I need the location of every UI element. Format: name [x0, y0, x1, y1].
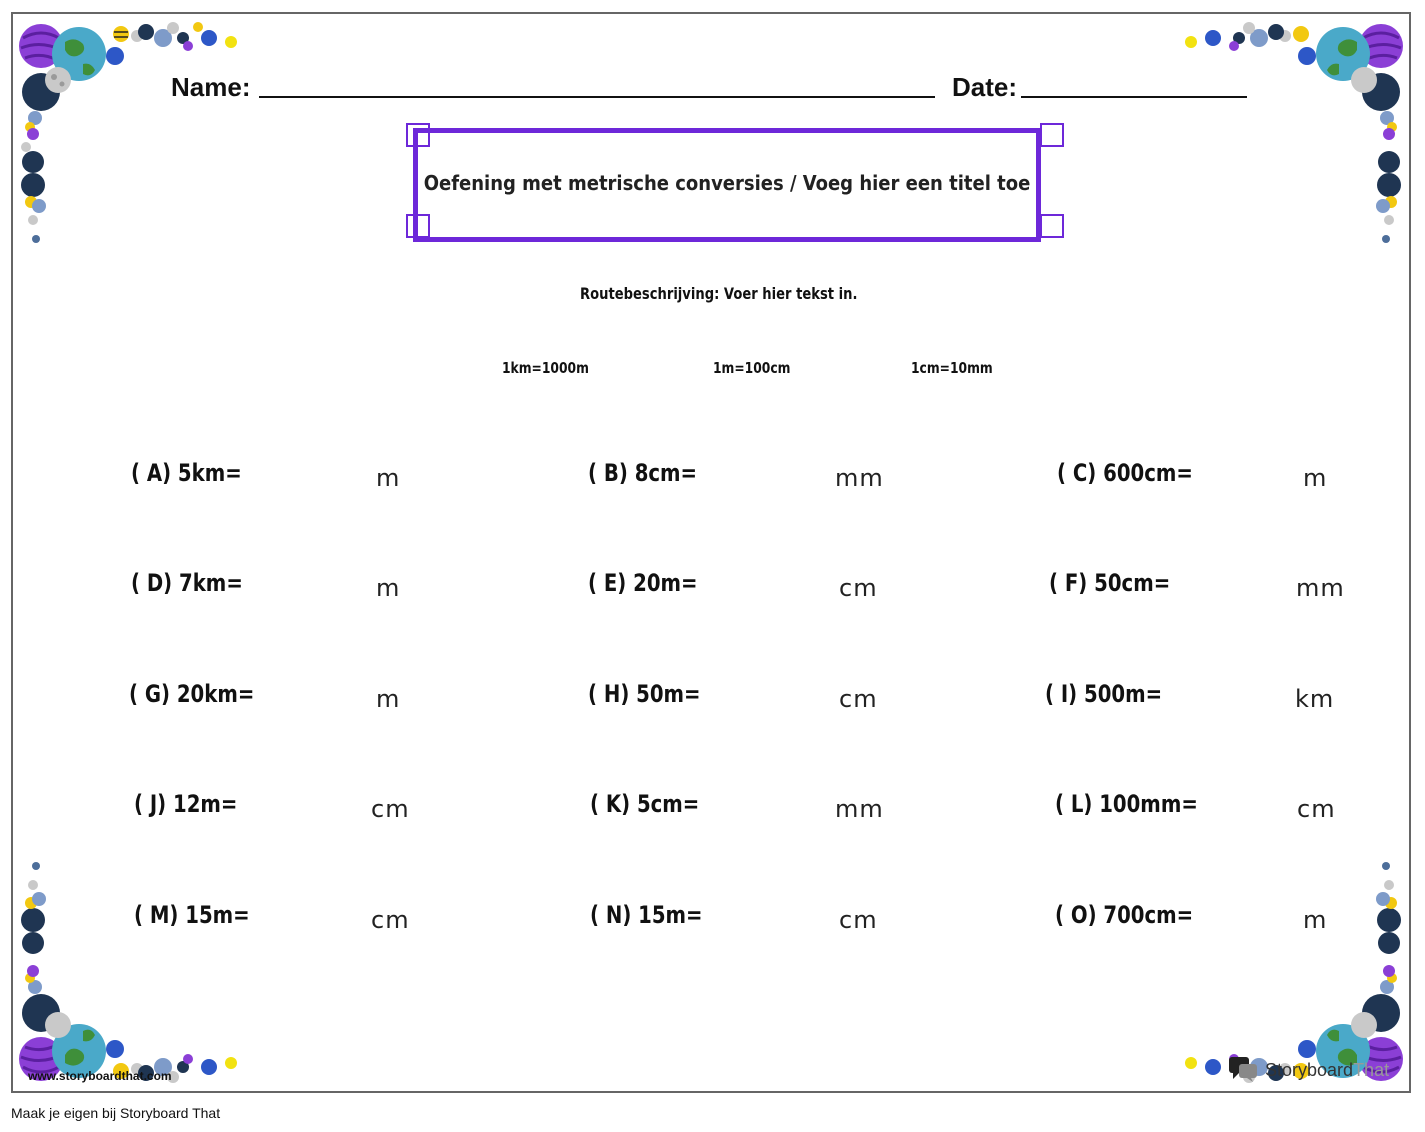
problem-a: ( A) 5km= [131, 459, 242, 487]
speech-bubble-icon [1229, 1057, 1259, 1083]
title-box[interactable] [413, 128, 1041, 242]
unit-i: km [1295, 685, 1335, 713]
planets-decoration-bottom-left [13, 831, 313, 1091]
unit-m: cm [371, 906, 410, 934]
unit-n: cm [839, 906, 878, 934]
caption[interactable]: Maak je eigen bij Storyboard That [11, 1105, 221, 1121]
unit-a: m [376, 464, 401, 492]
unit-l: cm [1297, 795, 1336, 823]
reference-cm-mm: 1cm=10mm [911, 359, 993, 377]
problem-h: ( H) 50m= [588, 680, 701, 708]
unit-d: m [376, 574, 401, 602]
unit-g: m [376, 685, 401, 713]
unit-h: cm [839, 685, 878, 713]
reference-m-cm: 1m=100cm [713, 359, 791, 377]
problem-f: ( F) 50cm= [1049, 569, 1171, 597]
unit-e: cm [839, 574, 878, 602]
problem-i: ( I) 500m= [1045, 680, 1163, 708]
problem-g: ( G) 20km= [129, 680, 255, 708]
unit-f: mm [1296, 574, 1345, 602]
storyboardthat-logo[interactable] [1229, 1057, 1389, 1083]
date-line[interactable] [1021, 96, 1247, 98]
worksheet-title: Oefening met metrische conversies / Voeg hier een titel toe [423, 171, 1031, 195]
problem-d: ( D) 7km= [131, 569, 243, 597]
unit-k: mm [835, 795, 884, 823]
problem-j: ( J) 12m= [134, 790, 238, 818]
footer-url[interactable]: www.storyboardthat.com [28, 1069, 172, 1083]
problem-o: ( O) 700cm= [1055, 901, 1194, 929]
planets-decoration-top-right [1109, 14, 1409, 274]
unit-c: m [1303, 464, 1328, 492]
planets-decoration-top-left [13, 14, 313, 274]
unit-j: cm [371, 795, 410, 823]
resize-handle-bottom-left[interactable] [406, 214, 430, 238]
date-label: Date: [952, 72, 1018, 102]
problem-e: ( E) 20m= [588, 569, 698, 597]
reference-km-m: 1km=1000m [502, 359, 589, 377]
unit-o: m [1303, 906, 1328, 934]
name-label: Name: [171, 72, 251, 102]
problem-k: ( K) 5cm= [590, 790, 700, 818]
resize-handle-bottom-right[interactable] [1040, 214, 1064, 238]
problem-l: ( L) 100mm= [1055, 790, 1198, 818]
directions-text: Routebeschrijving: Voer hier tekst in. [580, 284, 858, 303]
name-line[interactable] [259, 96, 935, 98]
problem-m: ( M) 15m= [134, 901, 250, 929]
problem-c: ( C) 600cm= [1057, 459, 1193, 487]
brand-name: StoryboardThat [1265, 1059, 1390, 1080]
problem-b: ( B) 8cm= [588, 459, 698, 487]
unit-b: mm [835, 464, 884, 492]
planets-decoration-bottom-right [1109, 831, 1409, 1091]
problem-n: ( N) 15m= [590, 901, 703, 929]
worksheet [11, 12, 1411, 1093]
resize-handle-top-left[interactable] [406, 123, 430, 147]
resize-handle-top-right[interactable] [1040, 123, 1064, 147]
